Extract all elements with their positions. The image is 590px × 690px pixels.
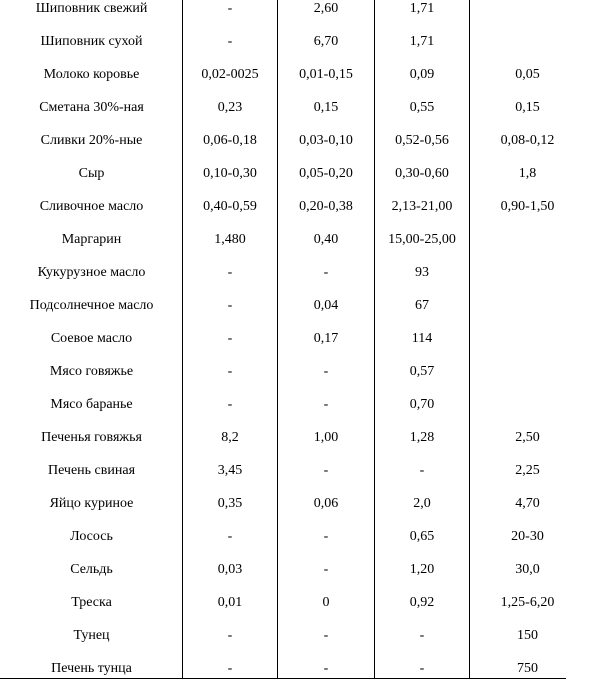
value-cell: 0,23 [217,100,243,115]
table-row [0,624,566,657]
food-name-cell: Яйцо куриное [49,496,134,511]
table-row [0,525,566,558]
value-cell: 0,17 [313,331,339,346]
value-cell [470,30,585,63]
value-cell: - [227,265,233,280]
value-cell: - [323,463,329,478]
value-cell: 1,71 [409,1,435,16]
table-row [0,459,566,492]
value-cell: 0,57 [409,364,435,379]
food-name-cell: Сельдь [70,562,113,577]
value-cell: 0,05 [515,67,540,82]
value-cell: - [323,661,329,676]
value-cell: - [227,298,233,313]
food-name-cell: Сыр [78,166,105,181]
value-cell: 0,65 [409,529,435,544]
table-row [0,63,566,96]
food-name-cell: Подсолнечное масло [29,298,154,313]
value-cell: 20-30 [511,529,544,544]
food-name-cell: Треска [71,595,112,610]
value-cell: 6,70 [313,34,339,49]
value-cell: - [227,661,233,676]
value-cell [470,294,585,327]
value-cell: 0,90-1,50 [500,199,555,214]
value-cell: - [419,628,425,643]
value-cell: - [323,529,329,544]
value-cell: - [323,562,329,577]
value-cell: 0 [322,595,330,610]
value-cell: 0,04 [313,298,339,313]
value-cell: 0,01 [217,595,243,610]
value-cell: 0,08-0,12 [500,133,555,148]
value-cell: - [227,1,233,16]
value-cell: 0,03 [217,562,243,577]
value-cell: 4,70 [515,496,540,511]
food-name-cell: Молоко коровье [43,67,140,82]
value-cell: 114 [411,331,433,346]
food-name-cell: Шиповник сухой [40,34,143,49]
value-cell: - [419,661,425,676]
value-cell: 0,15 [515,100,540,115]
value-cell: 1,20 [409,562,435,577]
value-cell: 1,8 [518,166,537,181]
food-name-cell: Сметана 30%-ная [39,100,144,115]
table-row [0,657,566,690]
food-name-cell: Лосось [70,529,113,544]
food-name-cell: Маргарин [61,232,122,247]
value-cell: - [323,628,329,643]
value-cell: - [227,397,233,412]
value-cell [470,228,585,261]
value-cell: 0,09 [409,67,435,82]
value-cell: 0,35 [217,496,243,511]
food-name-cell: Тунец [73,628,110,643]
food-name-cell: Соевое масло [50,331,133,346]
value-cell: 0,30-0,60 [395,166,449,181]
value-cell: - [227,529,233,544]
food-name-cell: Печень свиная [47,463,136,478]
value-cell: 0,70 [409,397,435,412]
value-cell: 1,71 [409,34,435,49]
value-cell: 8,2 [221,430,239,445]
value-cell [470,261,585,294]
table-row [0,393,566,426]
value-cell: 0,92 [409,595,435,610]
value-cell: 2,60 [313,1,339,16]
value-cell: - [227,331,233,346]
value-cell: 0,15 [313,100,339,115]
food-name-cell: Сливки 20%-ные [40,133,143,148]
value-cell: 0,40 [313,232,339,247]
food-name-cell: Сливочное масло [39,199,144,214]
value-cell: - [323,364,329,379]
value-cell: - [227,628,233,643]
table-row [0,261,566,294]
value-cell [470,393,585,426]
value-cell: 2,25 [515,463,540,478]
value-cell: 1,28 [409,430,435,445]
table-row [0,0,566,33]
value-cell: 0,10-0,30 [203,166,257,181]
value-cell: 0,06 [313,496,339,511]
value-cell: 1,480 [214,232,246,247]
value-cell: - [419,463,425,478]
table-row [0,492,566,525]
value-cell: 0,40-0,59 [203,199,257,214]
value-cell: - [227,34,233,49]
value-cell [470,327,585,360]
value-cell: 67 [415,298,429,313]
value-cell [470,0,585,33]
food-name-cell: Шиповник свежий [35,1,148,16]
table-row [0,162,566,195]
value-cell: 15,00-25,00 [388,232,456,247]
table-row [0,294,566,327]
value-cell: 2,13-21,00 [391,199,453,214]
food-name-cell: Печень тунца [51,661,132,676]
food-name-cell: Мясо баранье [50,397,133,412]
table-row [0,558,566,591]
value-cell: 1,25-6,20 [500,595,555,610]
value-cell: 2,0 [413,496,431,511]
value-cell: 0,01-0,15 [299,67,353,82]
table-row [0,195,566,228]
table-row [0,426,566,459]
food-name-cell: Мясо говяжье [49,364,134,379]
value-cell: - [323,265,329,280]
value-cell: 0,20-0,38 [299,199,353,214]
table-row [0,129,566,162]
value-cell: 0,02-0025 [201,67,259,82]
table-row [0,96,566,129]
food-name-cell: Кукурузное масло [37,265,146,280]
value-cell: 3,45 [217,463,243,478]
value-cell: 0,06-0,18 [203,133,257,148]
table-row [0,591,566,624]
value-cell: - [323,397,329,412]
table-row [0,228,566,261]
value-cell: 0,03-0,10 [299,133,353,148]
food-name-cell: Печенья говяжья [41,430,142,445]
value-cell: - [227,364,233,379]
table-row [0,360,566,393]
value-cell [470,360,585,393]
value-cell: 2,50 [515,430,540,445]
value-cell: 93 [415,265,429,280]
table-row [0,30,566,63]
value-cell: 0,05-0,20 [299,166,353,181]
value-cell: 0,52-0,56 [395,133,449,148]
table-row [0,327,566,360]
value-cell: 750 [517,661,538,676]
value-cell: 150 [517,628,538,643]
value-cell: 30,0 [515,562,540,577]
value-cell: 0,55 [409,100,435,115]
value-cell: 1,00 [313,430,339,445]
